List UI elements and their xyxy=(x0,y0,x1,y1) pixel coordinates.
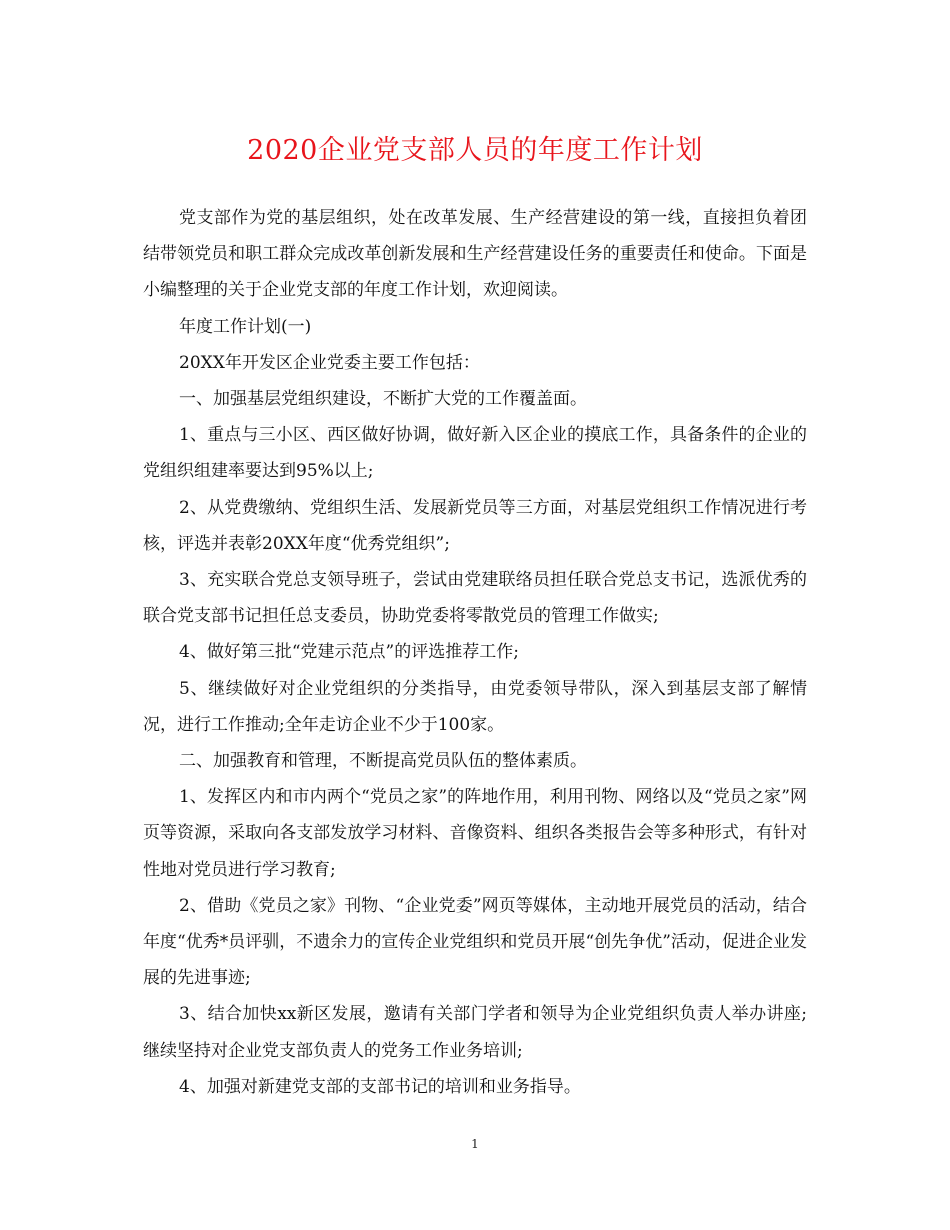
list-item: 4、做好第三批“党建示范点”的评选推荐工作; xyxy=(179,642,519,663)
paragraph-plan-heading: 年度工作计划(一) xyxy=(179,316,312,337)
list-item: 1、发挥区内和市内两个“党员之家”的阵地作用，利用刊物、网络以及“党员之家”网页等资源，采取向各支部发放学习材料、音像资料、组织各类报告会等多种形式，有针对性地对党员进行学习教育; xyxy=(143,787,807,880)
section-heading-1: 一、加强基层党组织建设，不断扩大党的工作覆盖面。 xyxy=(179,389,587,410)
list-item: 3、充实联合党总支领导班子，尝试由党建联络员担任联合党总支书记，选派优秀的联合党支部书记担任总支委员，协助党委将零散党员的管理工作做实; xyxy=(143,570,807,627)
page-number: 1 xyxy=(471,1137,479,1151)
document-body xyxy=(143,200,807,1105)
list-item: 5、继续做好对企业党组织的分类指导，由党委领导带队，深入到基层支部了解情况，进行工作推动;全年走访企业不少于100家。 xyxy=(143,678,807,735)
list-item: 2、从党费缴纳、党组织生活、发展新党员等三方面，对基层党组织工作情况进行考核，评选并表彰20XX年度“优秀党组织”; xyxy=(143,497,807,554)
list-item: 3、结合加快xx新区发展，邀请有关部门学者和领导为企业党组织负责人举办讲座;继续坚持对企业党支部负责人的党务工作业务培训; xyxy=(143,1004,807,1061)
paragraph-intro: 党支部作为党的基层组织，处在改革发展、生产经营建设的第一线，直接担负着团结带领党员和职工群众完成改革创新发展和生产经营建设任务的重要责任和使命。下面是小编整理的关于企业党支部的年度工作计划，欢迎阅读。 xyxy=(143,208,807,301)
list-item: 4、加强对新建党支部的支部书记的培训和业务指导。 xyxy=(179,1076,581,1097)
document-title: 2020企业党支部人员的年度工作计划 xyxy=(247,135,703,166)
paragraph-work-items: 20XX年开发区企业党委主要工作包括： xyxy=(179,352,480,373)
list-item: 2、借助《党员之家》刊物、“企业党委”网页等媒体，主动地开展党员的活动，结合年度“优秀*员评驯，不遗余力的宣传企业党组织和党员开展“创先争优”活动，促进企业发展的先进事迹; xyxy=(143,895,807,989)
list-item: 1、重点与三小区、西区做好协调，做好新入区企业的摸底工作，具备条件的企业的党组织组建率要达到95%以上; xyxy=(143,425,807,482)
section-heading-2: 二、加强教育和管理，不断提高党员队伍的整体素质。 xyxy=(179,751,587,772)
